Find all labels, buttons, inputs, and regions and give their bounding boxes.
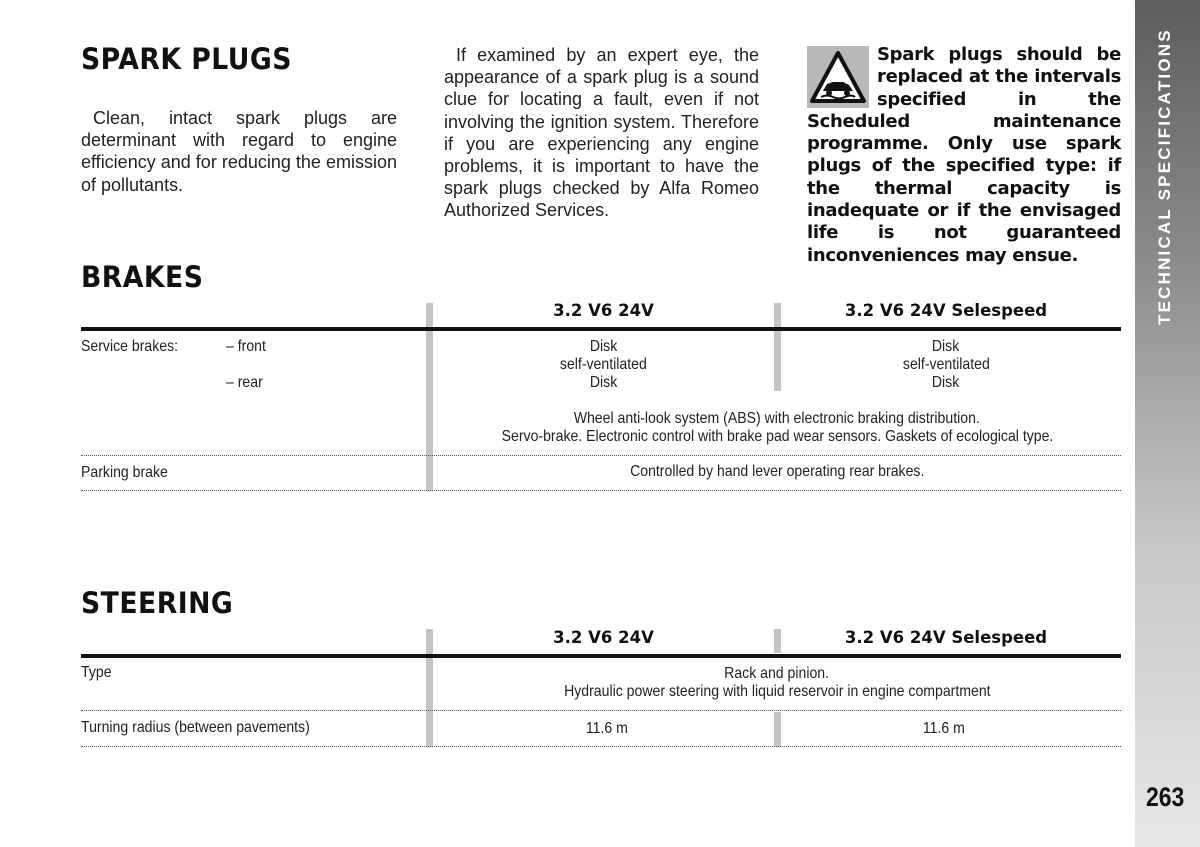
brakes-column-divider-1 xyxy=(426,303,433,491)
brakes-column-divider-2 xyxy=(774,303,781,391)
brakes-col-header-1: 3.2 V6 24V xyxy=(553,301,654,320)
brakes-col1-rear: Disk xyxy=(589,374,618,391)
brakes-col2-rear: Disk xyxy=(932,374,960,391)
turning-radius-label: Turning radius (between pavements) xyxy=(81,719,310,736)
warning-text: Spark plugs should be replaced at the intervals specified in the Scheduled maintenance programme. Only use spark plugs of the specified type: if the thermal capacity is inadequate or if the envisaged life is not guaranteed inconveniences may ensue. xyxy=(807,44,1121,266)
steering-type-line-1: Rack and pinion. xyxy=(724,665,830,682)
abs-line-1: Wheel anti-look system (ABS) with electronic braking distribution. xyxy=(573,410,981,427)
brakes-title: BRAKES xyxy=(81,260,204,294)
section-label: TECHNICAL SPECIFICATIONS xyxy=(1155,28,1174,325)
steering-bottom-rule xyxy=(81,746,1121,747)
parking-brake-value: Controlled by hand lever operating rear brakes. xyxy=(629,463,925,480)
turning-radius-col2: 11.6 m xyxy=(922,720,965,737)
spark-plugs-title: SPARK PLUGS xyxy=(81,42,292,76)
turning-radius-col1: 11.6 m xyxy=(585,720,628,737)
brakes-col2-front: Disk xyxy=(932,338,960,355)
spark-plugs-diagnosis: If examined by an expert eye, the appearance of a spark plug is a sound clue for locating a fault, even if not involving the ignition system. Therefore if you are experiencing any engine problems, it is important to have the spark plugs checked by Alfa Romeo Authorized Services. xyxy=(444,45,759,221)
steering-column-divider-2-top xyxy=(774,629,781,653)
spark-plugs-warning xyxy=(807,44,1121,267)
brakes-bottom-rule xyxy=(81,490,1121,491)
rear-label: – rear xyxy=(226,374,263,391)
front-label: – front xyxy=(226,338,266,355)
brakes-row-divider xyxy=(81,455,1121,456)
steering-column-divider-1 xyxy=(426,629,433,747)
brakes-col2-front-sub: self-ventilated xyxy=(902,356,990,373)
page-number: 263 xyxy=(1146,782,1185,812)
service-brakes-label: Service brakes: xyxy=(81,338,179,355)
parking-brake-label: Parking brake xyxy=(81,464,168,481)
abs-line-2: Servo-brake. Electronic control with brake pad wear sensors. Gaskets of ecological type. xyxy=(501,428,1053,445)
slippery-road-warning-icon xyxy=(807,46,869,108)
steering-header-rule xyxy=(81,654,1121,658)
spark-plugs-intro: Clean, intact spark plugs are determinant with regard to engine efficiency and for reducing the emission of pollutants. xyxy=(81,108,397,195)
steering-row-divider xyxy=(81,710,1121,711)
brakes-col-header-2: 3.2 V6 24V Selespeed xyxy=(844,301,1048,320)
brakes-col1-front-sub: self-ventilated xyxy=(560,356,647,373)
steering-title: STEERING xyxy=(81,586,234,620)
steering-col-header-2: 3.2 V6 24V Selespeed xyxy=(844,628,1048,647)
steering-type-label: Type xyxy=(81,664,112,681)
brakes-col1-front: Disk xyxy=(589,338,618,355)
steering-col-header-1: 3.2 V6 24V xyxy=(553,628,654,647)
steering-type-line-2: Hydraulic power steering with liquid reservoir in engine compartment xyxy=(563,683,991,700)
brakes-header-rule xyxy=(81,327,1121,331)
